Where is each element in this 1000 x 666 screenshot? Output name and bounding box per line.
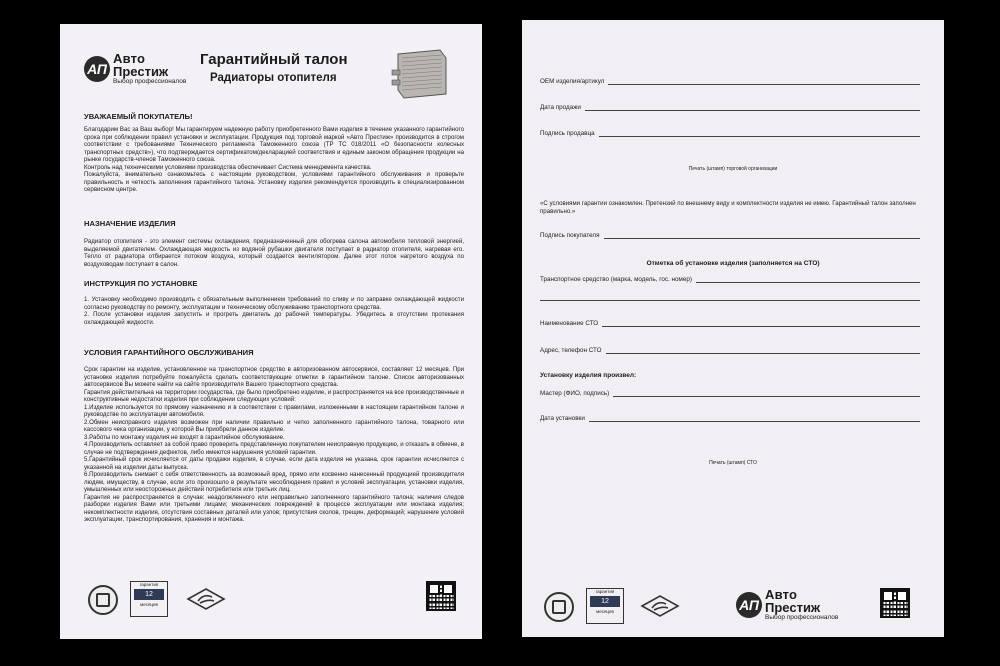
right-footer: [522, 586, 944, 626]
eac-mark-icon: [184, 587, 228, 611]
warranty-badge-value: 12: [134, 589, 164, 600]
certification-seal-icon: [544, 592, 574, 622]
brand-tagline: Выбор профессионалов: [765, 614, 839, 621]
sto-stamp-caption: Печать (штамп) СТО: [709, 460, 757, 466]
consent-text: «С условиями гарантии ознакомлен. Претензий по внешнему виду и комплектности изделия не имею. Гарантийный талон заполнен правильно.»: [540, 200, 916, 215]
purpose-text: Радиатор отопителя - это элемент системы охлаждения, предназначенный для обогрева салона автомобиля тепловой энергией, выделяемой двигателем. Охлаждающая жидкость из водяной рубашки двигателя поступает в радиатор отопителя, нагревая его. Тепло от радиатора отбирается потоком воздуха, который создается вентилятором. Далее этот поток нагретого воздуха по воздуховодам поступает в салон.: [84, 238, 464, 268]
oem-field[interactable]: [540, 78, 920, 85]
document-title: Гарантийный талон: [200, 51, 348, 68]
installed-by-heading: Установку изделия произвел:: [540, 372, 637, 379]
install-date-field[interactable]: [540, 415, 920, 422]
brand-name-line1: Авто: [113, 51, 146, 66]
certification-seal-icon: [88, 585, 118, 615]
master-label: Мастер (ФИО, подпись): [540, 390, 610, 397]
purpose-heading: НАЗНАЧЕНИЕ ИЗДЕЛИЯ: [84, 219, 176, 228]
brand-logo-icon: АП: [84, 56, 110, 82]
brand-name-line1: Авто: [765, 587, 798, 602]
terms-text: Срок гарантии на изделие, установленное на транспортное средство в авторизованном автосервисе, составляет 12 месяцев. При установке изделия потребуйте пожалуйста сделать соответствующие отметки в гарантийном талоне. Список авторизованных автосервисов Вы можете найти на сайте производителя Вашего транспортного средства. Гарантия действительна на территории государства, где было приобретено изделие, и распространяется на все производственные и конструктивные недостатки изделия при соблюдении следующих условий: 1.Изделие используется по прямому назначению и в соответствии с правилами, изложенными в настоящем гарантийном талоне и руководстве по эксплуатации автомобиля. 2.Обмен неисправного изделия возможен при наличии правильно и четко заполненного гарантийного талона, товарного или кассового чека организации, у которой Вы приобрели данное изделие. 3.Работы по монтажу изделия не входят в гарантийное обслуживание. 4.Производитель оставляет за собой право проверить представленную покупателем неисправную продукцию, и отказать в обмене, в случае не подтверждения дефектов, либо имеются нарушения условий гарантии. 5.Гарантийный срок исчисляется от даты продажи изделия, в случае, если дата изделия не указана, срок гарантии исчисляется с указанной на изделии даты выпуска. 6.Производитель снимает с себя ответственность за возможный вред, прямо или косвенно нанесенный продукцией производителя людям, имуществу, в случае, если это произошло в результате несоблюдения правил и условий эксплуатации, установки изделия, умышленных или неосторожных действий потребителя или третьих лиц. Гарантия не распространяется в случае: неадолжленного или неправильно заполненного гарантийного талона; наличия следов разборки изделия Вами или третьими лицами; механических повреждений в процессе эксплуатации или монтажа изделия; некомплектности изделия, отсутствия составных деталей или узлов; присутствия сколов, трещин, деформаций; нарушение условий эксплуатации, транспортирования, хранения и монтажа.: [84, 366, 464, 523]
left-footer: [60, 579, 482, 619]
greeting-heading: УВАЖАЕМЫЙ ПОКУПАТЕЛЬ!: [84, 112, 193, 121]
intro-text: Благодарим Вас за Ваш выбор! Мы гарантируем надежную работу приобретенного Вами изделия в течение указанного гарантийного срока при соблюдении правил установки и эксплуатации. Продукция под торговой маркой «Авто Престиж» производится в строгом соответствии с требованиями Технического регламента Таможенного союза (ТР ТС 018/2011 «О безопасности колесных транспортных средств»), что подтверждается сертификатом/декларацией соответствия и единым законом обращения продукции на рынке государств-членов Таможенного союза. Контроль над техническими условиями производства обеспечивает Система менеджмента качества. Пожалуйста, внимательно ознакомьтесь с настоящим руководством, условиями гарантийного обслуживания и проверьте правильность и четкость заполнения гарантийного талона. Установку изделия рекомендуется производить в специализированном сервисном центре.: [84, 126, 464, 193]
installation-heading: Отметка об установке изделия (заполняется на СТО): [646, 260, 820, 267]
sto-name-label: Наименование СТО: [540, 320, 599, 327]
seller-stamp-caption: Печать (штамп) торговой организации: [688, 166, 778, 172]
sale-date-label: Дата продажи: [540, 104, 581, 111]
warranty-badge-bottom: месяцев: [596, 609, 614, 614]
warranty-badge: [586, 588, 624, 624]
sto-address-label: Адрес, телефон СТО: [540, 347, 602, 354]
buyer-signature-label: Подпись покупателя: [540, 232, 600, 239]
brand-logo: [84, 52, 186, 86]
brand-logo-icon: АП: [736, 592, 762, 618]
radiator-image: [390, 48, 448, 100]
warranty-sheet-front: [60, 24, 482, 639]
brand-name-line2: Престиж: [765, 600, 821, 615]
vehicle-field[interactable]: [540, 276, 920, 283]
seller-signature-field[interactable]: [540, 130, 920, 137]
warranty-badge-top: гарантия: [595, 589, 615, 594]
install-date-label: Дата установки: [540, 415, 585, 422]
install-heading: ИНСТРУКЦИЯ ПО УСТАНОВКЕ: [84, 279, 198, 288]
warranty-badge-bottom: месяцев: [140, 602, 158, 607]
vehicle-extra-line[interactable]: [540, 300, 920, 301]
qr-code-icon: [880, 588, 910, 618]
warranty-badge: [130, 581, 168, 617]
sto-address-field[interactable]: [540, 347, 920, 354]
seller-signature-label: Подпись продавца: [540, 130, 595, 137]
master-field[interactable]: [540, 390, 920, 397]
buyer-signature-field[interactable]: [540, 232, 920, 239]
qr-code-icon: [426, 581, 456, 611]
warranty-badge-top: гарантия: [139, 582, 159, 587]
warranty-badge-value: 12: [590, 596, 620, 607]
vehicle-label: Транспортное средство (марка, модель, гос. номер): [540, 276, 692, 283]
sto-name-field[interactable]: [540, 320, 920, 327]
install-text: 1. Установку необходимо производить с обязательным выполнением требований по сливу и по заправке охлаждающей жидкости согласно руководству по ремонту, эксплуатации и техническому обслуживанию транспортного средства. 2. После установки изделия запустить и прогреть двигатель до рабочей температуры. Убедитесь в отсутствии протекания охлаждающей жидкости.: [84, 296, 464, 326]
brand-tagline: Выбор профессионалов: [113, 78, 187, 85]
brand-logo: [736, 588, 838, 622]
sale-date-field[interactable]: [540, 104, 920, 111]
terms-heading: УСЛОВИЯ ГАРАНТИЙНОГО ОБСЛУЖИВАНИЯ: [84, 348, 254, 357]
eac-mark-icon: [638, 594, 682, 618]
document-subtitle: Радиаторы отопителя: [210, 72, 337, 84]
warranty-sheet-back: [522, 20, 944, 637]
brand-name-line2: Престиж: [113, 64, 169, 79]
oem-label: ОЕМ изделия/артикул: [540, 78, 605, 85]
